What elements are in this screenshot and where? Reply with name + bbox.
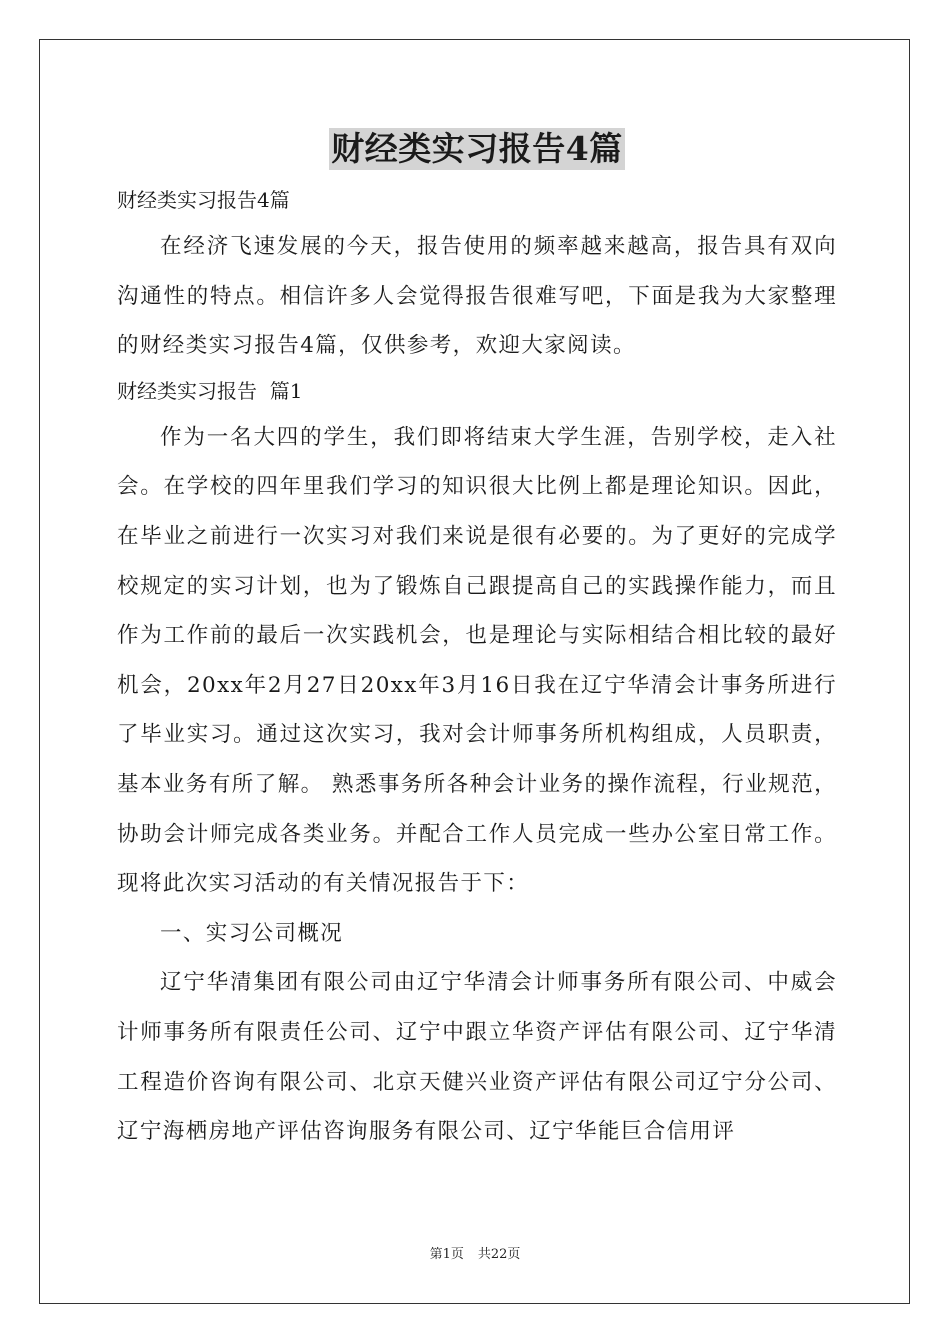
heading-company-overview: 一、实习公司概况 — [160, 920, 344, 946]
intro-paragraph: 在经济飞速发展的今天，报告使用的频率越来越高，报告具有双向沟通性的特点。相信许多人会觉得报告很难写吧，下面是我为大家整理的财经类实习报告4篇，仅供参考，欢迎大家阅读。 — [117, 234, 837, 359]
page-total: 共22页 — [477, 1247, 521, 1262]
document-title — [117, 128, 837, 172]
page-number: 第1页 — [429, 1247, 464, 1262]
section-title: 财经类实习报告 篇1 — [117, 378, 303, 403]
document-title-text: 财经类实习报告4篇 — [331, 129, 623, 168]
body-paragraph-2: 辽宁华清集团有限公司由辽宁华清会计师事务所有限公司、中威会计师事务所有限责任公司、辽宁中跟立华资产评估有限公司、辽宁华清工程造价咨询有限公司、北京天健兴业资产评估有限公司辽宁分公司、辽宁海栖房地产评估咨询服务有限公司、辽宁华能巨合信用评 — [117, 970, 837, 1145]
page-footer — [0, 1245, 950, 1265]
body-paragraph-1: 作为一名大四的学生，我们即将结束大学生涯，告别学校，走入社会。在学校的四年里我们学习的知识很大比例上都是理论知识。因此，在毕业之前进行一次实习对我们来说是很有必要的。为了更好的完成学校规定的实习计划，也为了锻炼自己跟提高自己的实践操作能力，而且作为工作前的最后一次实践机会，也是理论与实际相结合相比较的最好机会，20xx年2月27日20xx年3月16日我在辽宁华清会计事务所进行了毕业实习。通过这次实习，我对会计师事务所机构组成，人员职责，基本业务有所了解。 熟悉事务所各种会计业务的操作流程，行业规范，协助会计师完成各类业务。并配合工作人员完成一些办公室日常工作。现将此次实习活动的有关情况报告于下： — [117, 424, 837, 897]
document-body — [117, 128, 837, 1157]
document-subtitle: 财经类实习报告4篇 — [117, 188, 290, 212]
